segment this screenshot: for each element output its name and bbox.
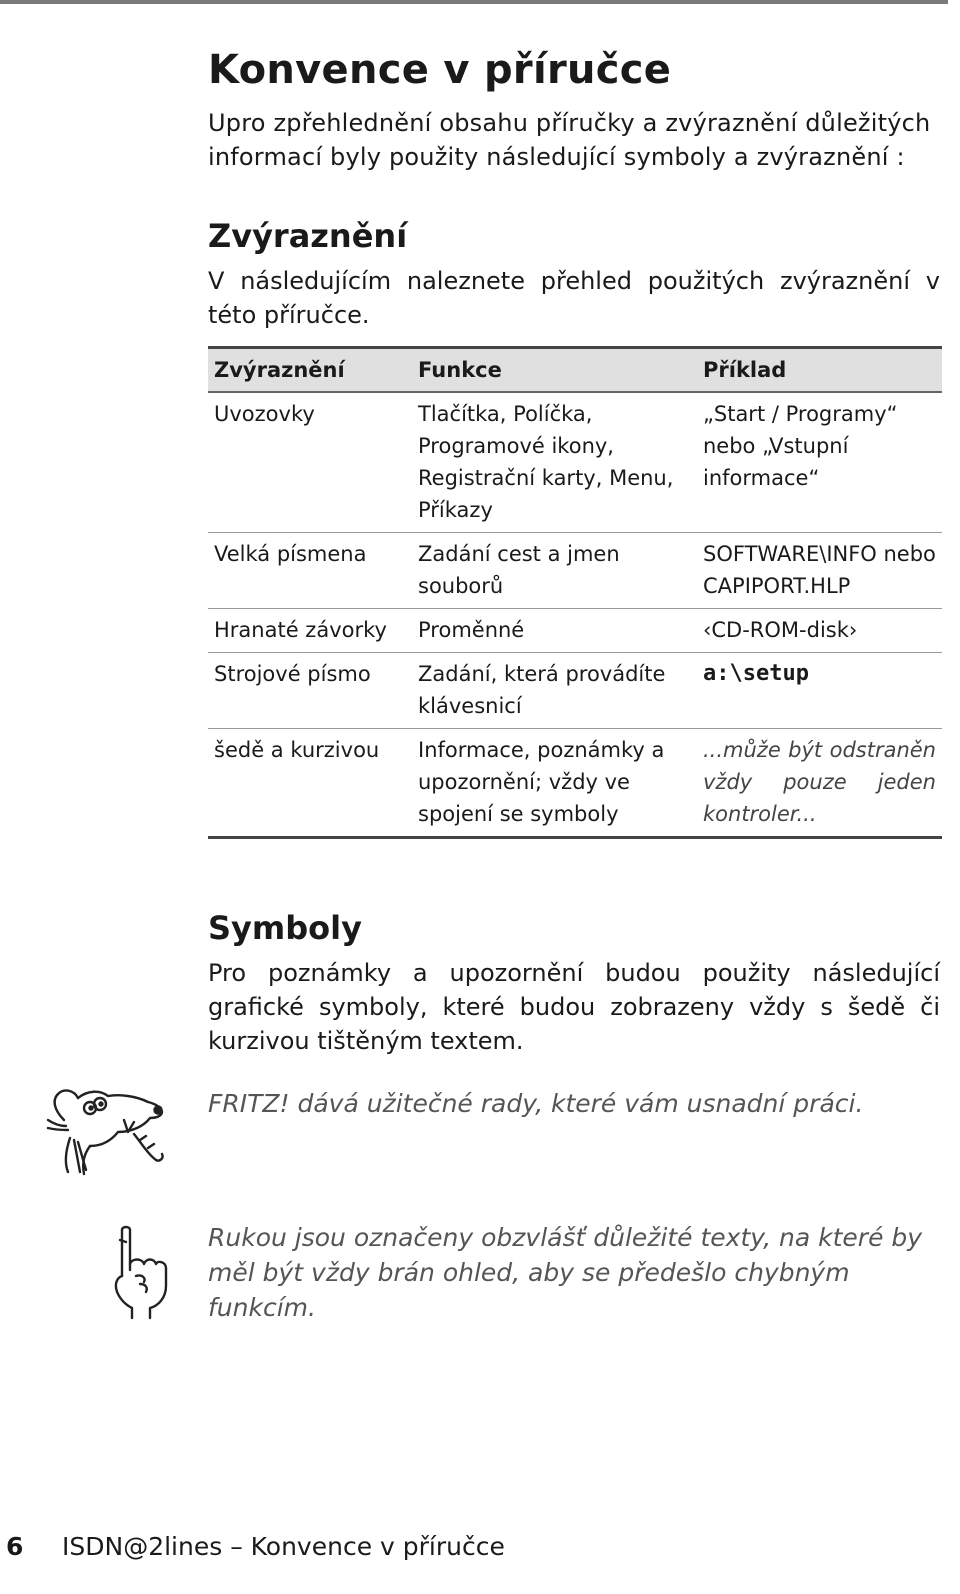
column-header-example: Příklad [697, 348, 942, 393]
page-number: 6 [6, 1532, 24, 1561]
cell-function: Zadání cest a jmen souborů [412, 533, 697, 609]
conventions-table [208, 346, 942, 839]
cell-example: „Start / Programy“ nebo „Vstupní informace“ [697, 392, 942, 533]
intro-paragraph: Upro zpřehlednění obsahu příručky a zvýraznění důležitých informací byly použity následující symboly a zvýraznění : [208, 109, 931, 171]
cell-function: Zadání, která provádíte klávesnicí [412, 653, 697, 729]
cell-function: Proměnné [412, 609, 697, 653]
table-header-row [208, 348, 942, 393]
page-title: Konvence v příručce [208, 47, 672, 93]
cell-highlight: Uvozovky [208, 392, 412, 533]
main-content [208, 40, 940, 839]
running-title: ISDN@2lines – Konvence v příručce [62, 1532, 505, 1561]
cell-highlight: Velká písmena [208, 533, 412, 609]
top-rule [0, 0, 948, 4]
cell-highlight: šedě a kurzivou [214, 738, 380, 762]
cell-highlight: Hranaté závorky [208, 609, 412, 653]
symbols-section [208, 906, 940, 1058]
column-header-function: Funkce [412, 348, 697, 393]
cell-example: a:\setup [697, 653, 942, 729]
table-row [208, 609, 942, 653]
cell-function: Informace, poznámky a upozornění; vždy ve spojení se symboly [418, 738, 665, 826]
table-row [208, 533, 942, 609]
symbols-heading: Symboly [208, 909, 362, 947]
page-footer [6, 1530, 505, 1564]
highlights-heading: Zvýraznění [208, 217, 408, 255]
column-header-highlight: Zvýraznění [208, 348, 412, 393]
table-row [208, 653, 942, 729]
cell-example: SOFTWARE\INFO nebo CAPIPORT.HLP [697, 533, 942, 609]
cell-highlight: Strojové písmo [208, 653, 412, 729]
cell-function: Tlačítka, Políčka, Programové ikony, Registrační karty, Menu, Příkazy [412, 392, 697, 533]
table-row [208, 729, 942, 838]
highlights-text: V následujícím naleznete přehled použitých zvýraznění v této příručce. [208, 267, 940, 329]
table-row [208, 392, 942, 533]
cell-example: ‹CD-ROM-disk› [697, 609, 942, 653]
symbols-text: Pro poznámky a upozornění budou použity následující grafické symboly, které budou zobrazeny vždy s šedě či kurzivou tištěným textem. [208, 959, 940, 1055]
pointing-hand-icon [112, 1224, 172, 1324]
cell-example: ...může být odstraněn vždy pouze jeden kontroler... [703, 738, 936, 826]
fritz-mascot-icon [44, 1080, 170, 1180]
hand-note: Rukou jsou označeny obzvlášť důležité texty, na které by měl být vždy brán ohled, aby se předešlo chybným funkcím. [208, 1223, 923, 1322]
fritz-note: FRITZ! dává užitečné rady, které vám usnadní práci. [208, 1089, 864, 1118]
